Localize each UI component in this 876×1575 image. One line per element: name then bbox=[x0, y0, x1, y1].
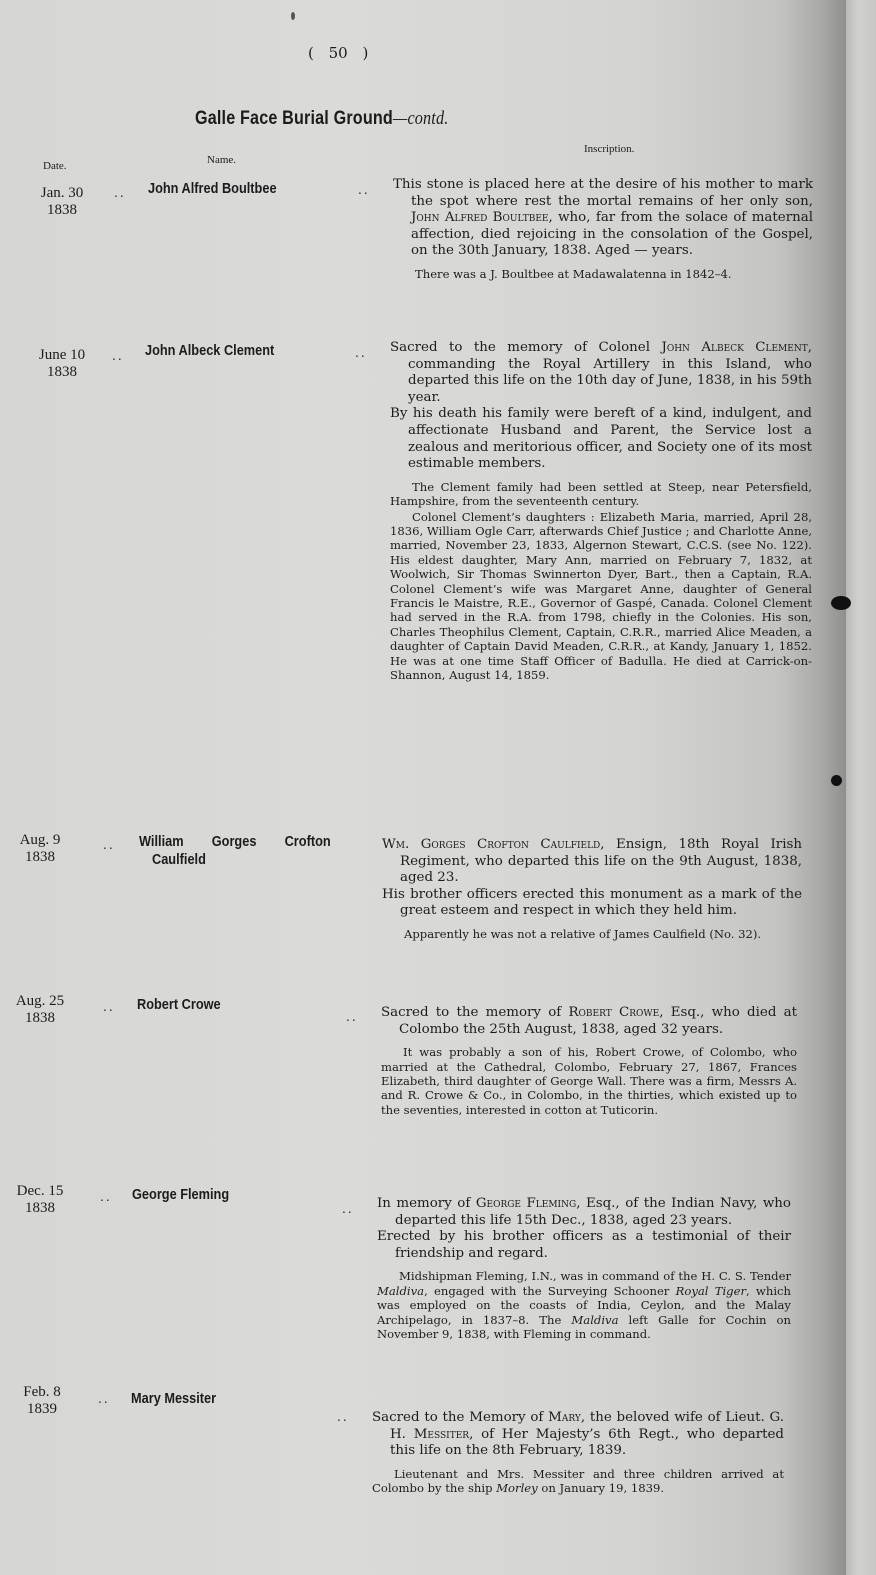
ink-blot bbox=[831, 775, 842, 786]
leader-dots: .. bbox=[355, 346, 367, 360]
leader-dots: .. bbox=[114, 186, 126, 200]
date-day: Aug. 25 bbox=[15, 993, 65, 1009]
page-number: ( 50 ) bbox=[308, 44, 369, 62]
speck bbox=[291, 12, 295, 20]
entry-date bbox=[0, 832, 80, 866]
leader-dots: .. bbox=[103, 838, 115, 852]
inscription-paragraph: Sacred to the memory of Colonel John Albeck Clement, commanding the Royal Artillery in this Island, who departed this life on the 10th day of June, 1838, in his 59th year. bbox=[390, 340, 812, 405]
inscription-paragraph: Sacred to the memory of Robert Crowe, Esq., who died at Colombo the 25th August, 1838, aged 32 years. bbox=[381, 1005, 797, 1037]
date-day: June 10 bbox=[38, 347, 86, 363]
entry-name: Mary Messiter bbox=[131, 1391, 217, 1407]
leader-dots: .. bbox=[346, 1010, 358, 1024]
date-year: 1838 bbox=[25, 1010, 55, 1026]
inscription bbox=[390, 340, 812, 682]
title-suffix: —contd. bbox=[392, 108, 449, 129]
entry-date bbox=[0, 1183, 80, 1217]
inscription-paragraph: This stone is placed here at the desire of his mother to mark the spot where rest the mortal remains of her only son, John Alfred Boultbee, who, far from the solace of maternal affection, died rejoicing in the consolation of the Gospel, on the 30th January, 1838. Aged — years. bbox=[393, 177, 813, 259]
column-header-date: Date. bbox=[43, 160, 67, 172]
page-title bbox=[195, 108, 448, 130]
date-year: 1839 bbox=[27, 1401, 57, 1417]
leader-dots: .. bbox=[342, 1202, 354, 1216]
leader-dots: .. bbox=[98, 1392, 110, 1406]
entry-name-continued: Caulfield bbox=[152, 852, 206, 868]
inscription-paragraph: In memory of George Fleming, Esq., of the Indian Navy, who departed this life 15th Dec., 1838, aged 23 years. bbox=[377, 1196, 791, 1228]
inscription bbox=[377, 1196, 791, 1341]
date-day: Jan. 30 bbox=[40, 185, 84, 201]
leader-dots: .. bbox=[112, 349, 124, 363]
column-header-name: Name. bbox=[207, 154, 237, 166]
leader-dots: .. bbox=[337, 1410, 349, 1424]
date-day: Dec. 15 bbox=[16, 1183, 64, 1199]
entry-name: William Gorges Crofton bbox=[139, 834, 331, 850]
editor-note: The Clement family had been settled at Steep, near Petersfield, Hampshire, from the seventeenth century. bbox=[390, 479, 812, 509]
editor-note: It was probably a son of his, Robert Crowe, of Colombo, who married at the Cathedral, Colombo, February 27, 1867, Frances Elizabeth, third daughter of George Wall. There was a firm, Messrs A. and R. Crowe & Co., in Colombo, in the thirties, which existed up to the seventies, interested in cotton at Tuticorin. bbox=[381, 1045, 797, 1117]
date-year: 1838 bbox=[47, 364, 77, 380]
entry-name: John Alfred Boultbee bbox=[148, 181, 277, 197]
page-gutter bbox=[846, 0, 876, 1575]
editor-note: Apparently he was not a relative of James Caulfield (No. 32). bbox=[404, 926, 762, 941]
inscription-paragraph: Erected by his brother officers as a testimonial of their friendship and regard. bbox=[377, 1229, 791, 1261]
inscription bbox=[372, 1410, 784, 1496]
editor-note: There was a J. Boultbee at Madawalatenna in 1842–4. bbox=[415, 266, 732, 281]
ink-blot bbox=[831, 596, 851, 610]
inscription-paragraph: By his death his family were bereft of a kind, indulgent, and affectionate Husband and Parent, the Service lost a zealous and meritorious officer, and Society one of its most estimable members. bbox=[390, 406, 812, 472]
entry-date bbox=[22, 185, 102, 219]
inscription-paragraph: Wm. Gorges Crofton Caulfield, Ensign, 18th Royal Irish Regiment, who departed this life on the 9th August, 1838, aged 23. bbox=[382, 837, 802, 886]
column-header-inscription: Inscription. bbox=[584, 143, 635, 155]
entry-date bbox=[22, 347, 102, 381]
editor-note: Colonel Clement’s daughters : Elizabeth Maria, married, April 28, 1836, William Ogle Carr, afterwards Chief Justice ; and Charlotte Anne, married, November 23, 1833, Algernon Stewart, C.C.S. (see No. 122). His eldest daughter, Mary Ann, married on February 7, 1832, at Woolwich, Sir Thomas Swinnerton Dyer, Bart., then a Captain, R.A. Colonel Clement’s wife was Margaret Anne, daughter of General Francis le Maistre, R.E., Governor of Gaspé, Canada. Colonel Clement had served in the R.A. from 1798, chiefly in the Colonies. His son, Charles Theophilus Clement, Captain, C.R.R., married Alice Meaden, a daughter of Captain David Meaden, C.R.R., at Kandy, January 1, 1852. He was at one time Staff Officer of Badulla. He died at Carrick-on-Shannon, August 14, 1859. bbox=[390, 509, 812, 683]
inscription-paragraph: His brother officers erected this monument as a mark of the great esteem and respect in which they held him. bbox=[382, 886, 802, 919]
date-year: 1838 bbox=[25, 849, 55, 865]
date-day: Aug. 9 bbox=[19, 832, 61, 848]
leader-dots: .. bbox=[103, 1000, 115, 1014]
date-day: Feb. 8 bbox=[23, 1384, 61, 1400]
date-year: 1838 bbox=[47, 202, 77, 218]
leader-dots: .. bbox=[100, 1190, 112, 1204]
inscription-paragraph: Sacred to the Memory of Mary, the beloved wife of Lieut. G. H. Messiter, of Her Majesty’s 6th Regt., who departed this life on the 8th February, 1839. bbox=[372, 1410, 784, 1459]
entry-name: Robert Crowe bbox=[137, 997, 221, 1013]
entry-name: John Albeck Clement bbox=[145, 343, 275, 359]
entry-date bbox=[0, 993, 80, 1027]
editor-note: Lieutenant and Mrs. Messiter and three children arrived at Colombo by the ship Morley on January 19, 1839. bbox=[372, 1466, 784, 1496]
title-main: Galle Face Burial Ground bbox=[195, 108, 393, 129]
inscription bbox=[381, 1005, 797, 1117]
inscription bbox=[382, 837, 802, 941]
leader-dots: .. bbox=[358, 183, 370, 197]
inscription bbox=[393, 177, 813, 281]
entry-name: George Fleming bbox=[132, 1187, 230, 1203]
date-year: 1838 bbox=[25, 1200, 55, 1216]
editor-note: Midshipman Fleming, I.N., was in command of the H. C. S. Tender Maldiva, engaged with the Surveying Schooner Royal Tiger, which was employed on the coasts of India, Ceylon, and the Malay Archipelago, in 1837–8. The Maldiva left Galle for Cochin on November 9, 1838, with Fleming in command. bbox=[377, 1269, 791, 1341]
entry-date bbox=[2, 1384, 82, 1418]
